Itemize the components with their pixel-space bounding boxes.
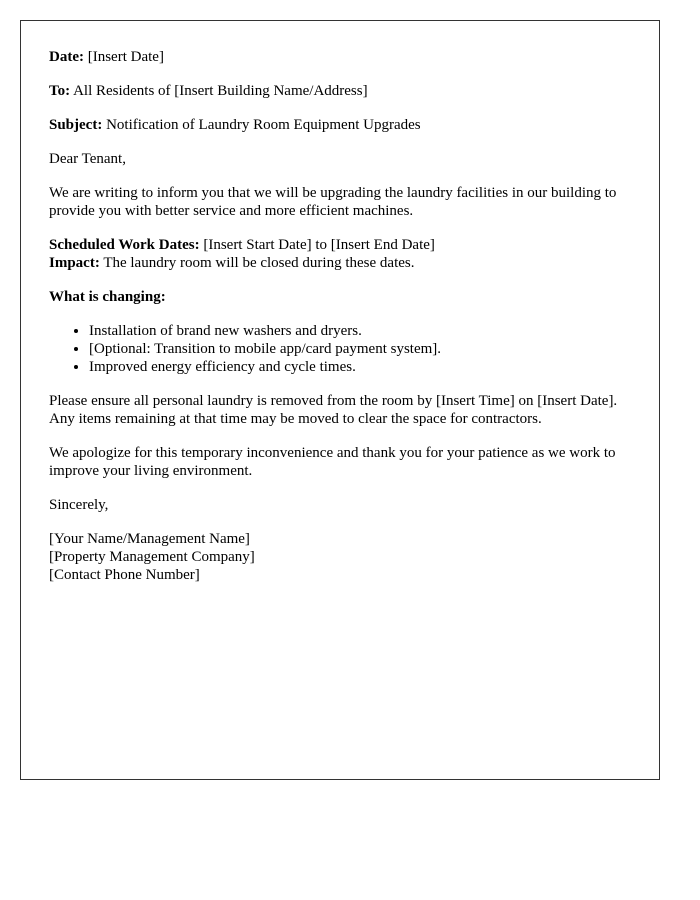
apology-paragraph: We apologize for this temporary inconvenience and thank you for your patience as we work to improve your living environment.: [49, 445, 616, 479]
subject-label: Subject:: [49, 117, 103, 133]
impact-label: Impact:: [49, 255, 100, 271]
changes-list: [49, 322, 631, 376]
list-item: • [Optional: Transition to mobile app/card payment system].: [89, 340, 631, 358]
signature-block: [49, 530, 631, 584]
list-item: • Improved energy efficiency and cycle times.: [89, 358, 631, 376]
subject-line: [49, 116, 631, 134]
schedule-block: [49, 236, 631, 272]
signature-phone: [Contact Phone Number]: [49, 567, 200, 583]
work-dates-label: Scheduled Work Dates:: [49, 237, 200, 253]
signature-name: [Your Name/Management Name]: [49, 531, 250, 547]
intro-paragraph: We are writing to inform you that we will be upgrading the laundry facilities in our building to provide you with better service and more efficient machines.: [49, 185, 617, 219]
signature-company: [Property Management Company]: [49, 549, 255, 565]
changes-heading: What is changing:: [49, 289, 166, 305]
impact-value: The laundry room will be closed during these dates.: [103, 255, 415, 271]
removal-notice: Please ensure all personal laundry is removed from the room by [Insert Time] on [Insert Date]. Any items remaining at that time may be moved to clear the space for contractors.: [49, 393, 618, 427]
date-label: Date:: [49, 49, 84, 65]
salutation: Dear Tenant,: [49, 151, 126, 167]
closing: Sincerely,: [49, 497, 109, 513]
date-value: [Insert Date]: [87, 49, 164, 65]
recipient-label: To:: [49, 83, 71, 99]
recipient-value: All Residents of [Insert Building Name/Address]: [73, 83, 368, 99]
recipient-line: [49, 82, 631, 100]
letter: [20, 20, 660, 780]
subject-value: Notification of Laundry Room Equipment Upgrades: [106, 117, 421, 133]
date-line: [49, 48, 631, 66]
work-dates-value: [Insert Start Date] to [Insert End Date]: [203, 237, 435, 253]
list-item: • Installation of brand new washers and dryers.: [89, 322, 631, 340]
